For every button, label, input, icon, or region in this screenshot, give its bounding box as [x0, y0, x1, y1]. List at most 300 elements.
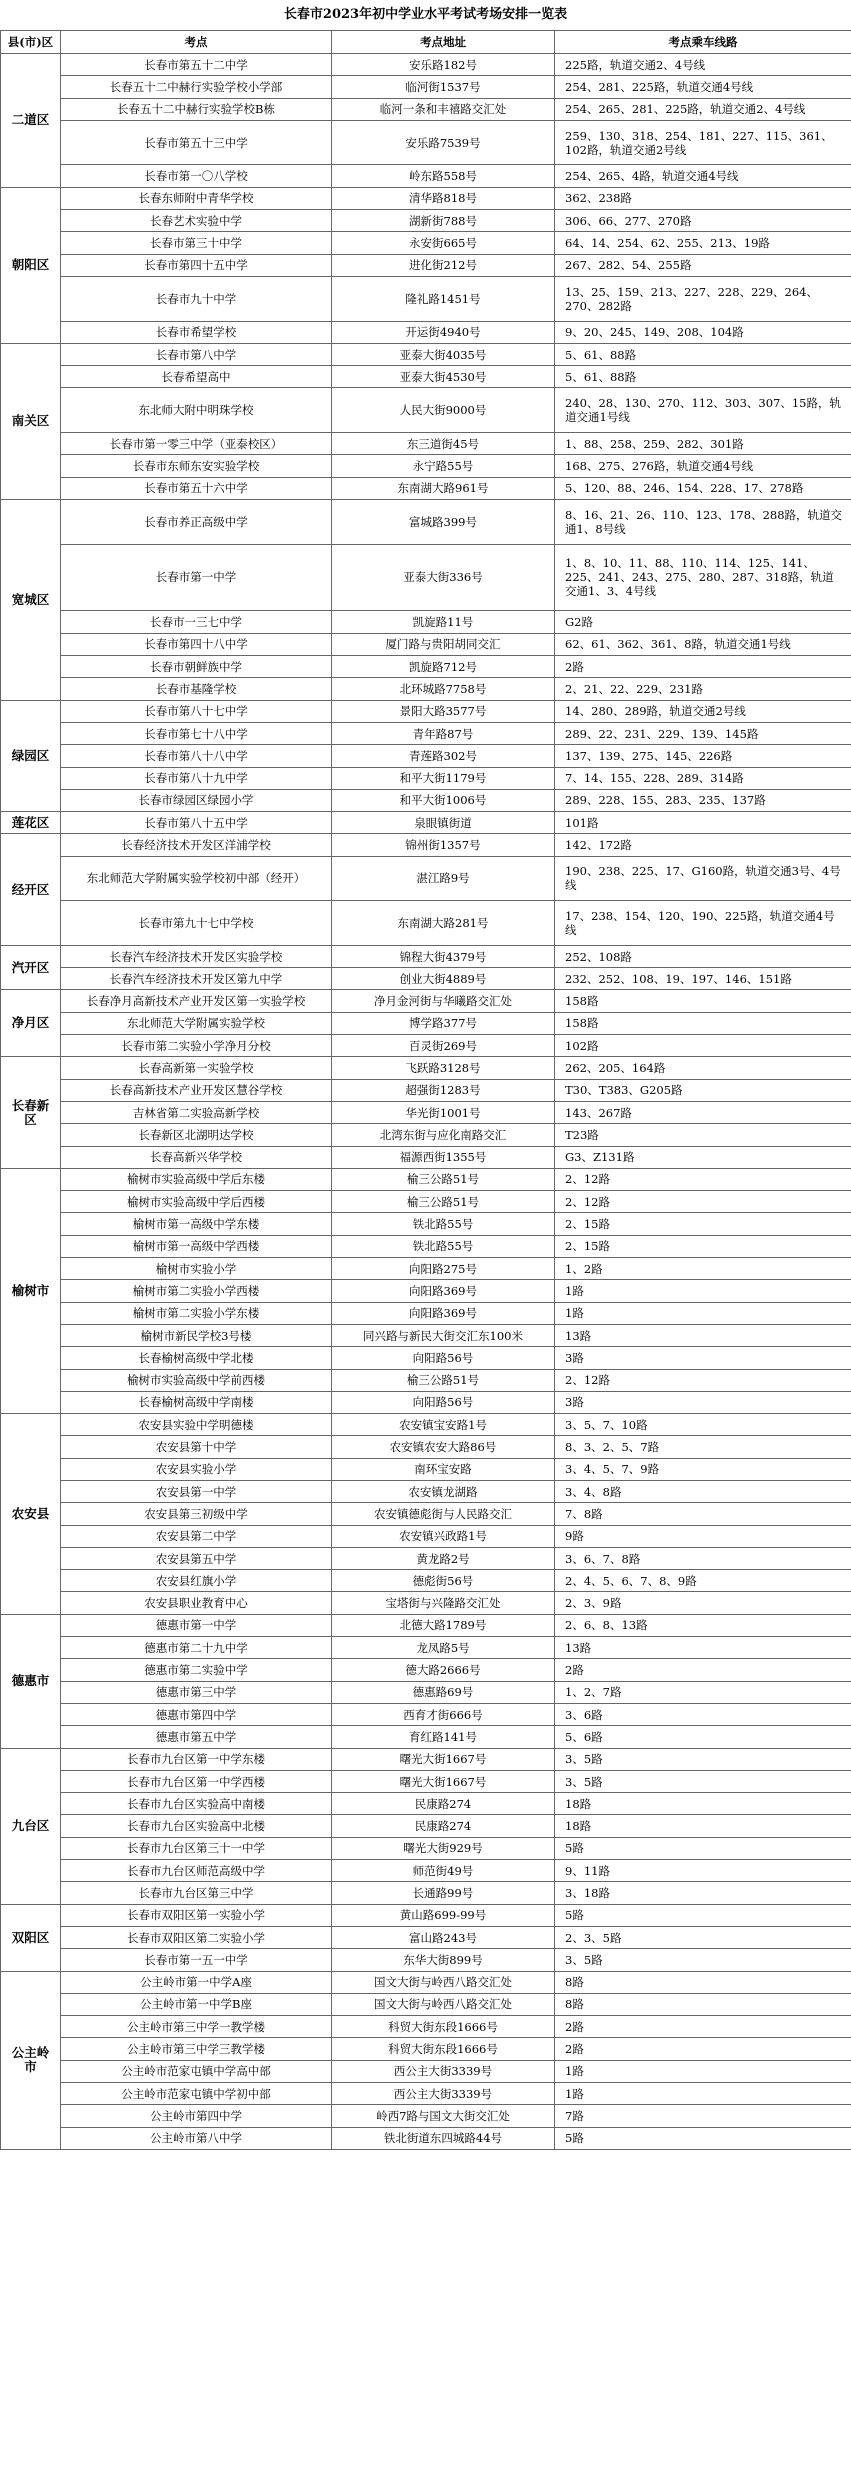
site-cell: 长春净月高新技术产业开发区第一实验学校	[61, 990, 332, 1012]
table-row	[1, 165, 851, 187]
route-cell: 289、228、155、283、235、137路	[555, 789, 851, 811]
site-cell: 长春市第八中学	[61, 343, 332, 365]
table-row	[1, 1302, 851, 1324]
site-cell: 德惠市第三中学	[61, 1681, 332, 1703]
site-cell: 公主岭市第三中学一教学楼	[61, 2016, 332, 2038]
route-cell: 5、61、88路	[555, 343, 851, 365]
route-cell: 5、120、88、246、154、228、17、278路	[555, 477, 851, 499]
address-cell: 凯旋路11号	[332, 611, 555, 633]
table-row	[1, 789, 851, 811]
route-cell: 267、282、54、255路	[555, 254, 851, 276]
address-cell: 西公主大街3339号	[332, 2083, 555, 2105]
table-row	[1, 656, 851, 678]
site-cell: 榆树市第二实验小学西楼	[61, 1280, 332, 1302]
address-header: 考点地址	[332, 31, 555, 54]
route-cell: 8、3、2、5、7路	[555, 1436, 851, 1458]
route-cell: 254、281、225路，轨道交通4号线	[555, 76, 851, 98]
route-cell: 7、8路	[555, 1503, 851, 1525]
address-cell: 东南湖大路281号	[332, 901, 555, 946]
site-cell: 长春市绿园区绿园小学	[61, 789, 332, 811]
table-row	[1, 98, 851, 120]
site-cell: 长春市一三七中学	[61, 611, 332, 633]
address-cell: 锦程大街4379号	[332, 945, 555, 967]
table-row	[1, 901, 851, 946]
site-cell: 长春五十二中赫行实验学校B栋	[61, 98, 332, 120]
site-cell: 长春市第五十三中学	[61, 120, 332, 165]
table-row	[1, 232, 851, 254]
district-cell: 榆树市	[1, 1168, 61, 1413]
route-cell: 306、66、277、270路	[555, 210, 851, 232]
table-row	[1, 1949, 851, 1971]
address-cell: 农安镇龙湖路	[332, 1481, 555, 1503]
route-cell: 2、12路	[555, 1191, 851, 1213]
address-cell: 开运街4940号	[332, 321, 555, 343]
route-cell: 5路	[555, 1904, 851, 1926]
site-cell: 公主岭市第一中学B座	[61, 1993, 332, 2015]
address-cell: 锦州街1357号	[332, 834, 555, 856]
site-header: 考点	[61, 31, 332, 54]
address-cell: 曙光大街1667号	[332, 1770, 555, 1792]
address-cell: 福源西街1355号	[332, 1146, 555, 1168]
address-cell: 岭西7路与国文大街交汇处	[332, 2105, 555, 2127]
address-cell: 临河街1537号	[332, 76, 555, 98]
site-cell: 长春市第八十五中学	[61, 812, 332, 834]
table-row	[1, 1124, 851, 1146]
address-cell: 曙光大街929号	[332, 1837, 555, 1859]
site-cell: 长春市双阳区第一实验小学	[61, 1904, 332, 1926]
address-cell: 永安街665号	[332, 232, 555, 254]
district-cell: 农安县	[1, 1414, 61, 1615]
route-cell: 289、22、231、229、139、145路	[555, 722, 851, 744]
table-row	[1, 1213, 851, 1235]
site-cell: 长春市东师东安实验学校	[61, 455, 332, 477]
table-row	[1, 1481, 851, 1503]
route-cell: T30、T383、G205路	[555, 1079, 851, 1101]
site-cell: 农安县第三初级中学	[61, 1503, 332, 1525]
route-cell: 3、5路	[555, 1949, 851, 1971]
address-cell: 黄龙路2号	[332, 1547, 555, 1569]
table-row	[1, 812, 851, 834]
table-row	[1, 2083, 851, 2105]
district-cell: 净月区	[1, 990, 61, 1057]
address-cell: 铁北街道东四城路44号	[332, 2127, 555, 2149]
route-cell: 3、4、8路	[555, 1481, 851, 1503]
route-cell: 62、61、362、361、8路，轨道交通1号线	[555, 633, 851, 655]
table-row	[1, 611, 851, 633]
table-row	[1, 120, 851, 165]
table-row	[1, 722, 851, 744]
site-cell: 长春市第四十八中学	[61, 633, 332, 655]
route-cell: G3、Z131路	[555, 1146, 851, 1168]
district-cell: 宽城区	[1, 499, 61, 700]
address-cell: 科贸大街东段1666号	[332, 2016, 555, 2038]
route-cell: 2路	[555, 2016, 851, 2038]
district-cell: 九台区	[1, 1748, 61, 1904]
address-cell: 亚泰大街336号	[332, 544, 555, 611]
route-cell: 5路	[555, 1837, 851, 1859]
route-cell: 2、12路	[555, 1168, 851, 1190]
district-header: 县(市)区	[1, 31, 61, 54]
address-cell: 科贸大街东段1666号	[332, 2038, 555, 2060]
address-cell: 向阳路56号	[332, 1347, 555, 1369]
site-cell: 长春市第四十五中学	[61, 254, 332, 276]
address-cell: 超强街1283号	[332, 1079, 555, 1101]
route-cell: T23路	[555, 1124, 851, 1146]
address-cell: 青年路87号	[332, 722, 555, 744]
address-cell: 厦门路与贵阳胡同交汇	[332, 633, 555, 655]
address-cell: 国文大街与岭西八路交汇处	[332, 1971, 555, 1993]
address-cell: 富城路399号	[332, 499, 555, 544]
site-cell: 长春市九台区实验高中北楼	[61, 1815, 332, 1837]
table-row	[1, 1458, 851, 1480]
site-cell: 公主岭市第一中学A座	[61, 1971, 332, 1993]
site-cell: 长春新区北湖明达学校	[61, 1124, 332, 1146]
table-row	[1, 1101, 851, 1123]
site-cell: 榆树市实验高级中学后西楼	[61, 1191, 332, 1213]
route-cell: 2路	[555, 656, 851, 678]
address-cell: 同兴路与新民大街交汇东100米	[332, 1324, 555, 1346]
site-cell: 长春市双阳区第二实验小学	[61, 1926, 332, 1948]
site-cell: 长春五十二中赫行实验学校小学部	[61, 76, 332, 98]
address-cell: 安乐路182号	[332, 54, 555, 76]
table-row	[1, 1726, 851, 1748]
district-cell: 长春新区	[1, 1057, 61, 1168]
table-row	[1, 1191, 851, 1213]
site-cell: 东北师范大学附属实验学校	[61, 1012, 332, 1034]
site-cell: 长春汽车经济技术开发区第九中学	[61, 968, 332, 990]
route-cell: 8路	[555, 1993, 851, 2015]
table-row	[1, 1570, 851, 1592]
address-cell: 永宁路55号	[332, 455, 555, 477]
table-row	[1, 1079, 851, 1101]
table-row	[1, 1414, 851, 1436]
address-cell: 向阳路369号	[332, 1302, 555, 1324]
site-cell: 长春市第九十七中学校	[61, 901, 332, 946]
site-cell: 长春市第二实验小学净月分校	[61, 1035, 332, 1057]
route-cell: 8、16、21、26、110、123、178、288路，轨道交通1、8号线	[555, 499, 851, 544]
table-row	[1, 1860, 851, 1882]
address-cell: 湖新街788号	[332, 210, 555, 232]
table-row	[1, 700, 851, 722]
route-cell: 3路	[555, 1347, 851, 1369]
site-cell: 长春高新第一实验学校	[61, 1057, 332, 1079]
address-cell: 农安镇宝安路1号	[332, 1414, 555, 1436]
district-cell: 双阳区	[1, 1904, 61, 1971]
table-row	[1, 210, 851, 232]
route-cell: 2、15路	[555, 1235, 851, 1257]
site-cell: 长春艺术实验中学	[61, 210, 332, 232]
site-cell: 长春市九台区师范高级中学	[61, 1860, 332, 1882]
table-row	[1, 990, 851, 1012]
table-row	[1, 767, 851, 789]
table-row	[1, 745, 851, 767]
table-row	[1, 2105, 851, 2127]
route-cell: 3路	[555, 1391, 851, 1413]
route-cell: 1、88、258、259、282、301路	[555, 433, 851, 455]
route-cell: 3、18路	[555, 1882, 851, 1904]
route-cell: 3、6、7、8路	[555, 1547, 851, 1569]
route-cell: 225路，轨道交通2、4号线	[555, 54, 851, 76]
address-cell: 飞跃路3128号	[332, 1057, 555, 1079]
route-cell: 2路	[555, 1659, 851, 1681]
table-row	[1, 1280, 851, 1302]
address-cell: 青莲路302号	[332, 745, 555, 767]
site-cell: 德惠市第二实验中学	[61, 1659, 332, 1681]
route-cell: 3、5路	[555, 1748, 851, 1770]
site-cell: 长春市第一五一中学	[61, 1949, 332, 1971]
address-cell: 向阳路56号	[332, 1391, 555, 1413]
address-cell: 榆三公路51号	[332, 1191, 555, 1213]
table-row	[1, 633, 851, 655]
site-cell: 长春市第三十中学	[61, 232, 332, 254]
table-row	[1, 343, 851, 365]
table-row	[1, 1971, 851, 1993]
address-cell: 长通路99号	[332, 1882, 555, 1904]
address-cell: 国文大街与岭西八路交汇处	[332, 1993, 555, 2015]
route-cell: 254、265、4路，轨道交通4号线	[555, 165, 851, 187]
site-cell: 农安县第十中学	[61, 1436, 332, 1458]
route-cell: 3、5、7、10路	[555, 1414, 851, 1436]
route-cell: 143、267路	[555, 1101, 851, 1123]
address-cell: 向阳路369号	[332, 1280, 555, 1302]
site-cell: 长春汽车经济技术开发区实验学校	[61, 945, 332, 967]
district-cell: 经开区	[1, 834, 61, 945]
table-row	[1, 1503, 851, 1525]
route-cell: 102路	[555, 1035, 851, 1057]
table-row	[1, 856, 851, 901]
table-row	[1, 254, 851, 276]
address-cell: 宝塔街与兴隆路交汇处	[332, 1592, 555, 1614]
table-row	[1, 1525, 851, 1547]
address-cell: 育红路141号	[332, 1726, 555, 1748]
site-cell: 德惠市第二十九中学	[61, 1637, 332, 1659]
route-cell: 1路	[555, 2083, 851, 2105]
table-row	[1, 1703, 851, 1725]
address-cell: 师范街49号	[332, 1860, 555, 1882]
address-cell: 北德大路1789号	[332, 1614, 555, 1636]
table-row	[1, 54, 851, 76]
route-cell: 18路	[555, 1815, 851, 1837]
site-cell: 农安县职业教育中心	[61, 1592, 332, 1614]
site-cell: 长春市九十中学	[61, 276, 332, 321]
address-cell: 泉眼镇街道	[332, 812, 555, 834]
site-cell: 长春市第五十六中学	[61, 477, 332, 499]
district-cell: 南关区	[1, 343, 61, 499]
route-cell: 18路	[555, 1793, 851, 1815]
route-cell: 9路	[555, 1525, 851, 1547]
site-cell: 长春东师附中青华学校	[61, 187, 332, 209]
address-cell: 德惠路69号	[332, 1681, 555, 1703]
address-cell: 德彪街56号	[332, 1570, 555, 1592]
table-row	[1, 276, 851, 321]
table-row	[1, 1436, 851, 1458]
table-row	[1, 2060, 851, 2082]
table-row	[1, 1748, 851, 1770]
table-row	[1, 1057, 851, 1079]
site-cell: 长春市第八十七中学	[61, 700, 332, 722]
address-cell: 民康路274	[332, 1815, 555, 1837]
table-row	[1, 1837, 851, 1859]
route-cell: 1、8、10、11、88、110、114、125、141、225、241、243、275、280、287、318路，轨道交通1、3、4号线	[555, 544, 851, 611]
site-cell: 长春市九台区第一中学西楼	[61, 1770, 332, 1792]
site-cell: 榆树市新民学校3号楼	[61, 1324, 332, 1346]
address-cell: 民康路274	[332, 1793, 555, 1815]
table-row	[1, 187, 851, 209]
table-row	[1, 388, 851, 433]
route-cell: G2路	[555, 611, 851, 633]
route-cell: 14、280、289路，轨道交通2号线	[555, 700, 851, 722]
table-row	[1, 1882, 851, 1904]
route-cell: 2、3、9路	[555, 1592, 851, 1614]
address-cell: 西公主大街3339号	[332, 2060, 555, 2082]
route-cell: 158路	[555, 990, 851, 1012]
route-cell: 240、28、130、270、112、303、307、15路，轨道交通1号线	[555, 388, 851, 433]
route-cell: 232、252、108、19、197、146、151路	[555, 968, 851, 990]
address-cell: 铁北路55号	[332, 1235, 555, 1257]
route-cell: 259、130、318、254、181、227、115、361、102路，轨道交通2号线	[555, 120, 851, 165]
table-row	[1, 1391, 851, 1413]
route-cell: 101路	[555, 812, 851, 834]
address-cell: 榆三公路51号	[332, 1369, 555, 1391]
site-cell: 长春高新兴华学校	[61, 1146, 332, 1168]
route-cell: 262、205、164路	[555, 1057, 851, 1079]
table-row	[1, 544, 851, 611]
site-cell: 长春市第七十八中学	[61, 722, 332, 744]
site-cell: 东北师大附中明珠学校	[61, 388, 332, 433]
table-row	[1, 1681, 851, 1703]
site-cell: 农安县实验中学明德楼	[61, 1414, 332, 1436]
site-cell: 公主岭市范家屯镇中学初中部	[61, 2083, 332, 2105]
site-cell: 公主岭市范家屯镇中学高中部	[61, 2060, 332, 2082]
table-row	[1, 1347, 851, 1369]
address-cell: 百灵街269号	[332, 1035, 555, 1057]
site-cell: 长春高新技术产业开发区慧谷学校	[61, 1079, 332, 1101]
address-cell: 农安镇德彪街与人民路交汇	[332, 1503, 555, 1525]
address-cell: 净月金河街与华曦路交汇处	[332, 990, 555, 1012]
site-cell: 公主岭市第八中学	[61, 2127, 332, 2149]
route-cell: 1、2、7路	[555, 1681, 851, 1703]
route-cell: 2、3、5路	[555, 1926, 851, 1948]
route-cell: 17、238、154、120、190、225路，轨道交通4号线	[555, 901, 851, 946]
table-row	[1, 76, 851, 98]
site-cell: 公主岭市第四中学	[61, 2105, 332, 2127]
route-cell: 13路	[555, 1637, 851, 1659]
address-cell: 临河一条和丰禧路交汇处	[332, 98, 555, 120]
route-cell: 252、108路	[555, 945, 851, 967]
table-row	[1, 2016, 851, 2038]
address-cell: 隆礼路1451号	[332, 276, 555, 321]
district-cell: 公主岭市	[1, 1971, 61, 2149]
table-row	[1, 321, 851, 343]
address-cell: 北湾东街与应化南路交汇	[332, 1124, 555, 1146]
route-cell: 142、172路	[555, 834, 851, 856]
address-cell: 北环城路7758号	[332, 678, 555, 700]
route-cell: 3、4、5、7、9路	[555, 1458, 851, 1480]
table-row	[1, 945, 851, 967]
district-cell: 汽开区	[1, 945, 61, 990]
address-cell: 进化街212号	[332, 254, 555, 276]
table-row	[1, 1659, 851, 1681]
address-cell: 榆三公路51号	[332, 1168, 555, 1190]
route-header: 考点乘车线路	[555, 31, 851, 54]
site-cell: 长春市第八十九中学	[61, 767, 332, 789]
route-cell: 168、275、276路，轨道交通4号线	[555, 455, 851, 477]
table-row	[1, 834, 851, 856]
address-cell: 东华大街899号	[332, 1949, 555, 1971]
exam-site-table	[0, 30, 851, 2150]
table-row	[1, 1369, 851, 1391]
address-cell: 亚泰大街4530号	[332, 366, 555, 388]
district-cell: 二道区	[1, 54, 61, 188]
table-row	[1, 1904, 851, 1926]
address-cell: 东三道街45号	[332, 433, 555, 455]
table-row	[1, 366, 851, 388]
address-cell: 黄山路699-99号	[332, 1904, 555, 1926]
site-cell: 德惠市第四中学	[61, 1703, 332, 1725]
route-cell: 7、14、155、228、289、314路	[555, 767, 851, 789]
address-cell: 向阳路275号	[332, 1258, 555, 1280]
site-cell: 长春市朝鲜族中学	[61, 656, 332, 678]
table-row	[1, 2127, 851, 2149]
site-cell: 农安县红旗小学	[61, 1570, 332, 1592]
address-cell: 博学路377号	[332, 1012, 555, 1034]
table-row	[1, 1235, 851, 1257]
address-cell: 和平大街1006号	[332, 789, 555, 811]
address-cell: 龙凤路5号	[332, 1637, 555, 1659]
table-row	[1, 1993, 851, 2015]
site-cell: 德惠市第一中学	[61, 1614, 332, 1636]
address-cell: 湛江路9号	[332, 856, 555, 901]
address-cell: 亚泰大街4035号	[332, 343, 555, 365]
table-row	[1, 499, 851, 544]
site-cell: 长春市第一零三中学（亚泰校区）	[61, 433, 332, 455]
district-cell: 朝阳区	[1, 187, 61, 343]
site-cell: 东北师范大学附属实验学校初中部（经开）	[61, 856, 332, 901]
address-cell: 东南湖大路961号	[332, 477, 555, 499]
address-cell: 富山路243号	[332, 1926, 555, 1948]
route-cell: 13、25、159、213、227、228、229、264、270、282路	[555, 276, 851, 321]
address-cell: 景阳大路3577号	[332, 700, 555, 722]
site-cell: 农安县第一中学	[61, 1481, 332, 1503]
site-cell: 农安县实验小学	[61, 1458, 332, 1480]
address-cell: 创业大街4889号	[332, 968, 555, 990]
route-cell: 2、15路	[555, 1213, 851, 1235]
route-cell: 2、4、5、6、7、8、9路	[555, 1570, 851, 1592]
site-cell: 长春希望高中	[61, 366, 332, 388]
table-row	[1, 1793, 851, 1815]
site-cell: 长春榆树高级中学北楼	[61, 1347, 332, 1369]
site-cell: 长春市九台区第一中学东楼	[61, 1748, 332, 1770]
table-row	[1, 1592, 851, 1614]
route-cell: 8路	[555, 1971, 851, 1993]
route-cell: 64、14、254、62、255、213、19路	[555, 232, 851, 254]
route-cell: 254、265、281、225路，轨道交通2、4号线	[555, 98, 851, 120]
site-cell: 德惠市第五中学	[61, 1726, 332, 1748]
route-cell: 137、139、275、145、226路	[555, 745, 851, 767]
table-row	[1, 2038, 851, 2060]
table-row	[1, 455, 851, 477]
table-row	[1, 678, 851, 700]
route-cell: 2路	[555, 2038, 851, 2060]
site-cell: 长春市养正高级中学	[61, 499, 332, 544]
district-cell: 莲花区	[1, 812, 61, 834]
route-cell: 2、21、22、229、231路	[555, 678, 851, 700]
route-cell: 1路	[555, 1302, 851, 1324]
site-cell: 长春市基隆学校	[61, 678, 332, 700]
site-cell: 农安县第五中学	[61, 1547, 332, 1569]
route-cell: 3、6路	[555, 1703, 851, 1725]
site-cell: 榆树市实验高级中学后东楼	[61, 1168, 332, 1190]
